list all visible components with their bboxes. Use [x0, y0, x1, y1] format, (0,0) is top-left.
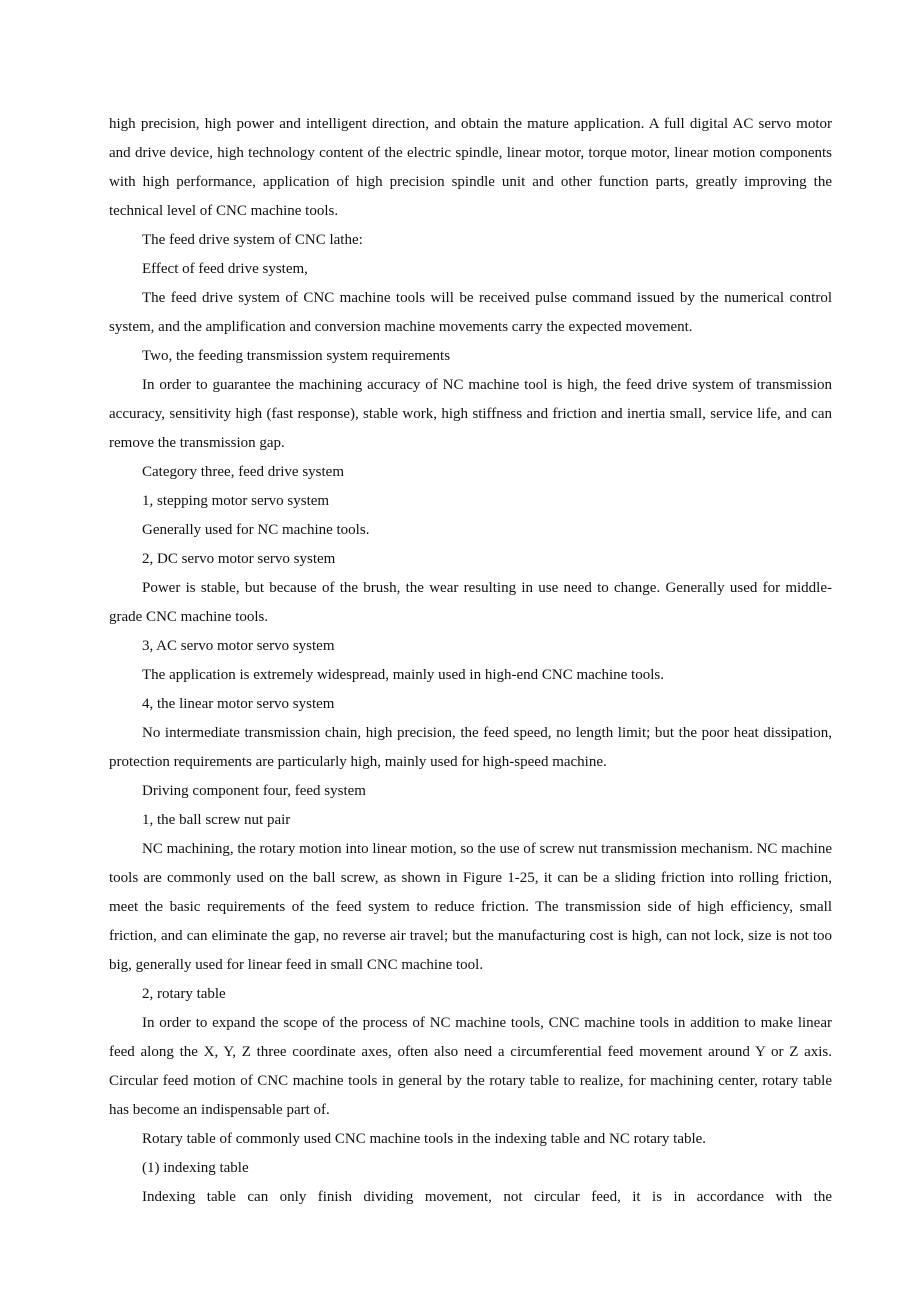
paragraph: In order to guarantee the machining accuracy of NC machine tool is high, the feed drive system of transmission accuracy, sensitivity high (fast response), stable work, high stiffness and friction and inertia small, service life, and can remove the transmission gap. [109, 377, 832, 451]
paragraph: The application is extremely widespread, mainly used in high-end CNC machine tools. [142, 667, 664, 683]
document-body [109, 110, 832, 1212]
paragraph: Effect of feed drive system, [142, 261, 308, 277]
paragraph: Rotary table of commonly used CNC machine tools in the indexing table and NC rotary table. [142, 1131, 707, 1147]
paragraph: The feed drive system of CNC machine tools will be received pulse command issued by the numerical control system, and the amplification and conversion machine movements carry the expected movement. [109, 290, 832, 335]
paragraph: No intermediate transmission chain, high precision, the feed speed, no length limit; but the poor heat dissipation, protection requirements are particularly high, mainly used for high-speed machine. [109, 725, 832, 770]
paragraph: The feed drive system of CNC lathe: [142, 232, 363, 248]
section-heading: Two, the feeding transmission system requirements [142, 348, 451, 364]
list-item-heading: 3, AC servo motor servo system [142, 638, 335, 654]
paragraph: Generally used for NC machine tools. [142, 522, 370, 538]
paragraph-continued: high precision, high power and intelligent direction, and obtain the mature application. A full digital AC servo motor and drive device, high technology content of the electric spindle, linear motor, torque motor, linear motion components with high performance, application of high precision spindle unit and other function parts, greatly improving the technical level of CNC machine tools. [109, 116, 832, 219]
section-heading: Driving component four, feed system [142, 783, 366, 799]
paragraph: Power is stable, but because of the brush, the wear resulting in use need to change. Generally used for middle-grade CNC machine tools. [109, 580, 832, 625]
list-item-heading: 1, the ball screw nut pair [142, 812, 291, 828]
section-heading: Category three, feed drive system [142, 464, 345, 480]
list-item-heading: 4, the linear motor servo system [142, 696, 335, 712]
list-item-heading: (1) indexing table [142, 1160, 249, 1176]
paragraph-continues: Indexing table can only finish dividing movement, not circular feed, it is in accordance with the [142, 1189, 832, 1205]
list-item-heading: 2, rotary table [142, 986, 226, 1002]
paragraph: NC machining, the rotary motion into linear motion, so the use of screw nut transmission mechanism. NC machine tools are commonly used on the ball screw, as shown in Figure 1-25, it can be a sliding friction into rolling friction, meet the basic requirements of the feed system to reduce friction. The transmission side of high efficiency, small friction, and can eliminate the gap, no reverse air travel; but the manufacturing cost is high, can not lock, size is not too big, generally used for linear feed in small CNC machine tool. [109, 841, 832, 973]
paragraph: In order to expand the scope of the process of NC machine tools, CNC machine tools in addition to make linear feed along the X, Y, Z three coordinate axes, often also need a circumferential feed movement around Y or Z axis. Circular feed motion of CNC machine tools in general by the rotary table to realize, for machining center, rotary table has become an indispensable part of. [109, 1015, 832, 1118]
list-item-heading: 1, stepping motor servo system [142, 493, 330, 509]
list-item-heading: 2, DC servo motor servo system [142, 551, 336, 567]
